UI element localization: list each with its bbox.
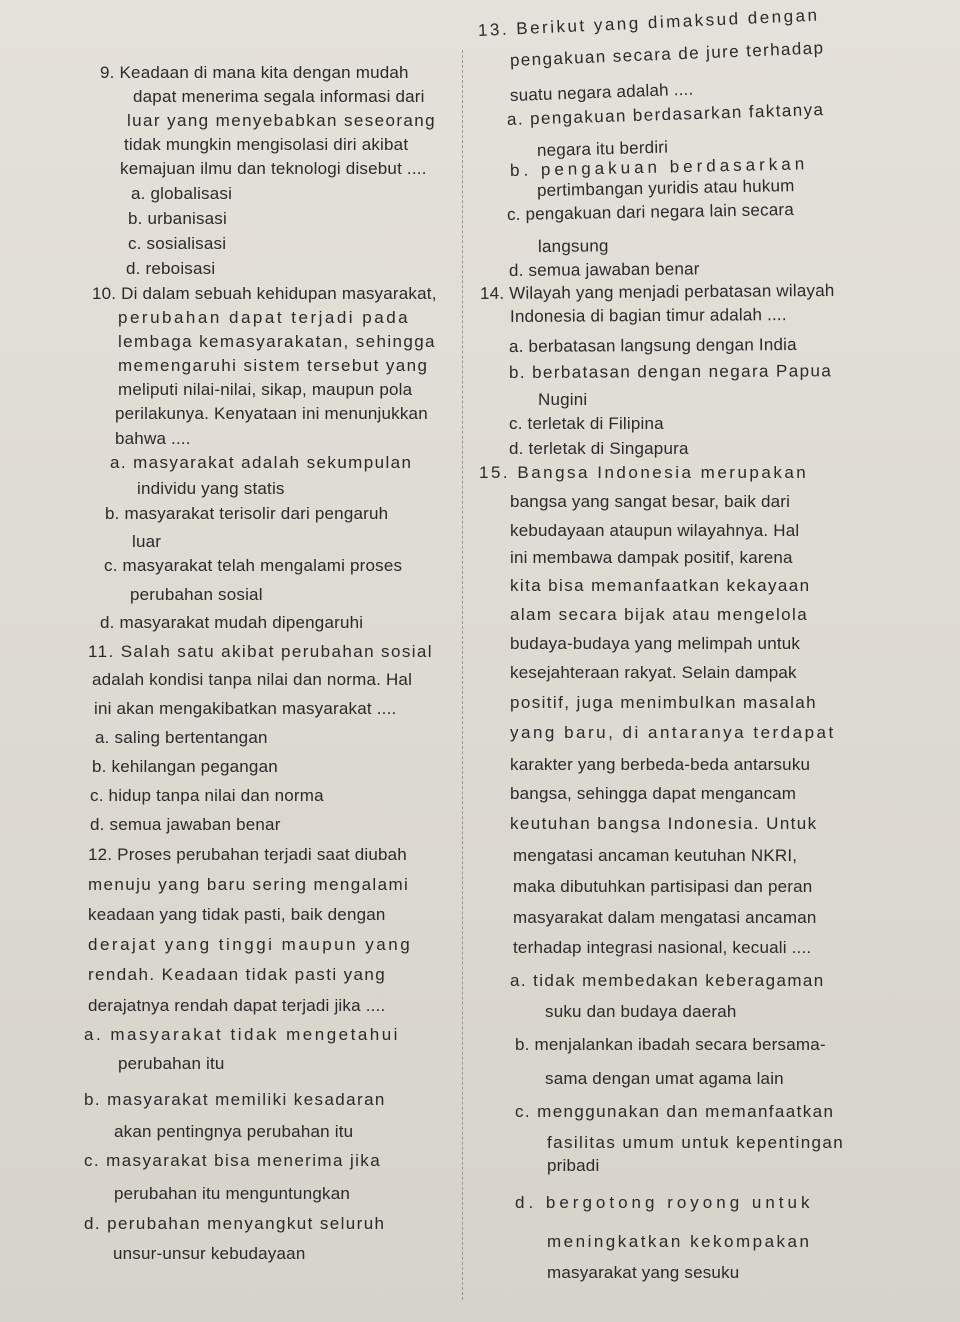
right-column-line: c. pengakuan dari negara lain secara	[506, 199, 795, 224]
right-column-line: alam secara bijak atau mengelola	[510, 605, 809, 624]
right-column-line: terhadap integrasi nasional, kecuali ....	[513, 938, 812, 957]
right-column-line: masyarakat dalam mengatasi ancaman	[513, 908, 817, 927]
left-column-line: 11. Salah satu akibat perubahan sosial	[88, 642, 433, 661]
left-column-line: b. kehilangan pegangan	[92, 757, 278, 776]
right-column-line: kesejahteraan rakyat. Selain dampak	[510, 663, 797, 682]
left-column-line: akan pentingnya perubahan itu	[114, 1122, 354, 1141]
right-column-line: budaya-budaya yang melimpah untuk	[510, 634, 801, 653]
right-column-line: a. pengakuan berdasarkan faktanya	[506, 100, 825, 129]
left-column-line: bahwa ....	[115, 429, 191, 448]
right-column-line: d. semua jawaban benar	[508, 259, 700, 280]
right-column-line: Indonesia di bagian timur adalah ....	[509, 305, 787, 326]
left-column-line: ini akan mengakibatkan masyarakat ....	[94, 699, 397, 718]
right-column-line: bangsa yang sangat besar, baik dari	[510, 492, 791, 511]
left-column-line: a. saling bertentangan	[95, 728, 268, 747]
left-column-line: meliputi nilai-nilai, sikap, maupun pola	[118, 380, 413, 399]
right-column-line: karakter yang berbeda-beda antarsuku	[510, 755, 811, 774]
left-column-line: luar yang menyebabkan seseorang	[127, 111, 436, 130]
right-column-line: 14. Wilayah yang menjadi perbatasan wilayah	[479, 280, 835, 303]
right-column-line: b. menjalankan ibadah secara bersama-	[515, 1035, 826, 1054]
right-column-line: meningkatkan kekompakan	[547, 1232, 812, 1251]
right-column-line: kebudayaan ataupun wilayahnya. Hal	[510, 521, 800, 540]
left-column-line: kemajuan ilmu dan teknologi disebut ....	[120, 159, 427, 178]
left-column-line: individu yang statis	[137, 479, 285, 498]
right-column-line: sama dengan umat agama lain	[545, 1069, 784, 1088]
left-column-line: perubahan itu menguntungkan	[114, 1184, 351, 1203]
left-column-line: a. masyarakat tidak mengetahui	[84, 1025, 400, 1044]
left-column-line: menuju yang baru sering mengalami	[88, 875, 410, 894]
left-column-line: perilakunya. Kenyataan ini menunjukkan	[115, 404, 428, 423]
left-column-line: derajat yang tinggi maupun yang	[88, 935, 413, 954]
right-column-line: mengatasi ancaman keutuhan NKRI,	[513, 846, 798, 865]
right-column-line: yang baru, di antaranya terdapat	[510, 723, 836, 742]
right-column-line: c. terletak di Filipina	[509, 414, 664, 433]
right-column-line: a. berbatasan langsung dengan India	[508, 334, 797, 356]
right-column-line: b. berbatasan dengan negara Papua	[508, 361, 833, 382]
right-column-line: b. pengakuan berdasarkan	[509, 154, 809, 180]
right-column-line: a. tidak membedakan keberagaman	[510, 971, 825, 990]
right-column-line: c. menggunakan dan memanfaatkan	[515, 1102, 835, 1121]
left-column-line: perubahan dapat terjadi pada	[118, 308, 411, 327]
left-column-line: d. semua jawaban benar	[90, 815, 281, 834]
left-column-line: c. masyarakat telah mengalami proses	[104, 556, 403, 575]
left-column-line: keadaan yang tidak pasti, baik dengan	[88, 905, 386, 924]
right-column-line: 15. Bangsa Indonesia merupakan	[479, 463, 809, 482]
left-column-line: adalah kondisi tanpa nilai dan norma. Hal	[92, 670, 413, 689]
right-column-line: kita bisa memanfaatkan kekayaan	[510, 576, 811, 595]
left-column-line: 10. Di dalam sebuah kehidupan masyarakat,	[92, 284, 437, 303]
right-column-line: d. bergotong royong untuk	[515, 1193, 814, 1212]
right-column-line: maka dibutuhkan partisipasi dan peran	[513, 877, 813, 896]
right-column-line: suatu negara adalah ....	[509, 79, 694, 105]
right-column-line: fasilitas umum untuk kepentingan	[547, 1133, 845, 1152]
left-column-line: 9. Keadaan di mana kita dengan mudah	[100, 63, 409, 82]
right-column-line: 13. Berikut yang dimaksud dengan	[477, 5, 820, 40]
left-column-line: 12. Proses perubahan terjadi saat diubah	[88, 845, 407, 864]
right-column-line: positif, juga menimbulkan masalah	[510, 693, 818, 712]
left-column-line: d. reboisasi	[126, 259, 216, 278]
left-column-line: d. perubahan menyangkut seluruh	[84, 1214, 386, 1233]
left-column-line: tidak mungkin mengisolasi diri akibat	[124, 135, 409, 154]
column-divider	[462, 50, 463, 1300]
right-column-line: langsung	[537, 236, 609, 256]
left-column-line: luar	[132, 532, 162, 551]
left-column-line: perubahan sosial	[130, 585, 263, 604]
right-column-line: Nugini	[538, 390, 588, 409]
left-column-line: b. masyarakat memiliki kesadaran	[84, 1090, 386, 1109]
right-column-line: bangsa, sehingga dapat mengancam	[510, 784, 797, 803]
right-column-line: suku dan budaya daerah	[545, 1002, 737, 1021]
right-column-line: negara itu berdiri	[536, 137, 669, 160]
right-column-line: pengakuan secara de jure terhadap	[509, 38, 825, 70]
left-column-line: b. masyarakat terisolir dari pengaruh	[105, 504, 389, 523]
left-column-line: a. globalisasi	[131, 184, 233, 203]
left-column-line: derajatnya rendah dapat terjadi jika ....	[88, 996, 386, 1015]
right-column-line: pribadi	[547, 1156, 600, 1175]
left-column-line: a. masyarakat adalah sekumpulan	[110, 453, 413, 472]
left-column-line: b. urbanisasi	[128, 209, 227, 228]
left-column-line: unsur-unsur kebudayaan	[113, 1244, 306, 1263]
left-column-line: c. masyarakat bisa menerima jika	[84, 1151, 382, 1170]
left-column-line: rendah. Keadaan tidak pasti yang	[88, 965, 387, 984]
left-column-line: d. masyarakat mudah dipengaruhi	[100, 613, 364, 632]
right-column-line: pertimbangan yuridis atau hukum	[536, 176, 795, 200]
left-column-line: c. sosialisasi	[128, 234, 227, 253]
right-column-line: masyarakat yang sesuku	[547, 1263, 740, 1282]
right-column-line: keutuhan bangsa Indonesia. Untuk	[510, 814, 818, 833]
left-column-line: lembaga kemasyarakatan, sehingga	[118, 332, 436, 351]
left-column-line: memengaruhi sistem tersebut yang	[118, 356, 429, 375]
right-column-line: ini membawa dampak positif, karena	[510, 548, 793, 567]
left-column-line: c. hidup tanpa nilai dan norma	[90, 786, 324, 805]
right-column-line: d. terletak di Singapura	[509, 439, 689, 458]
left-column-line: dapat menerima segala informasi dari	[133, 87, 425, 106]
left-column-line: perubahan itu	[118, 1054, 225, 1073]
